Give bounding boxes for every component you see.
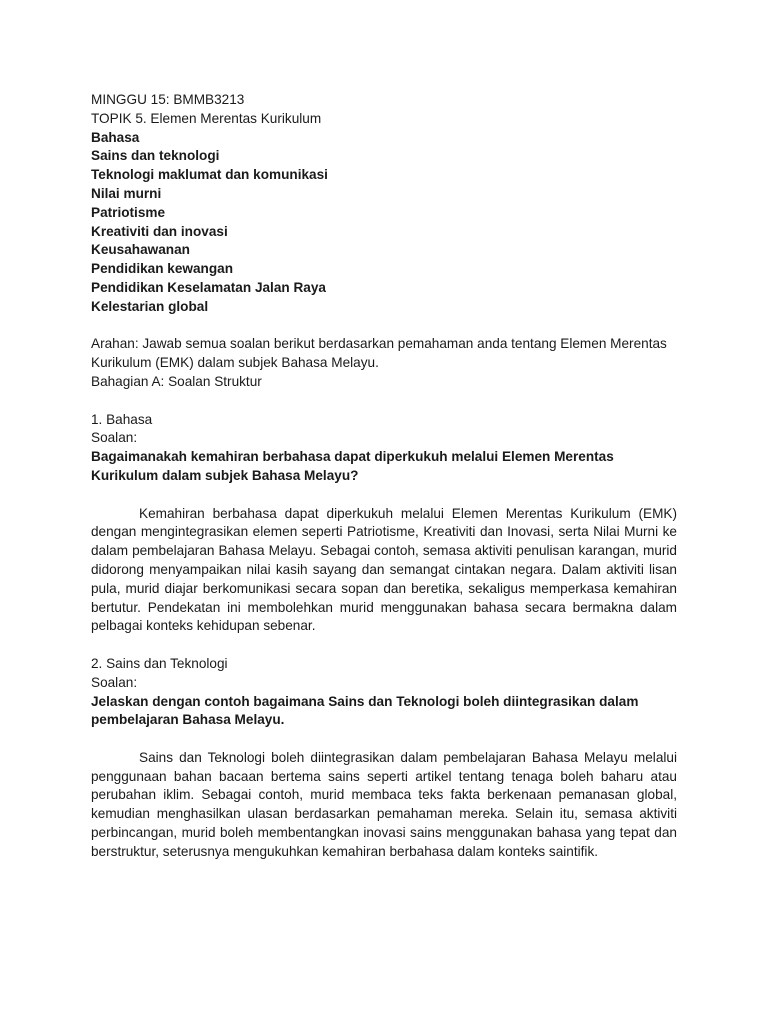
- element-item: Pendidikan Keselamatan Jalan Raya: [91, 279, 326, 295]
- element-item: Patriotisme: [91, 204, 166, 220]
- question-block: [91, 411, 677, 637]
- element-item: Keusahawanan: [91, 242, 190, 258]
- element-list: [91, 129, 677, 317]
- course-week: MINGGU 15: BMMB3213: [91, 92, 245, 107]
- element-item: Sains dan teknologi: [91, 148, 220, 164]
- instructions-line: Arahan: Jawab semua soalan berikut berdasarkan pemahaman anda tentang Elemen Merentas: [91, 336, 667, 352]
- question-label: Soalan:: [91, 674, 138, 690]
- section-heading: Bahagian A: Soalan Struktur: [91, 373, 262, 389]
- question-text: Bagaimanakah kemahiran berbahasa dapat diperkukuh melalui Elemen Merentas: [91, 449, 614, 465]
- question-heading: 1. Bahasa: [91, 411, 153, 427]
- question-label: Soalan:: [91, 430, 138, 446]
- answer-paragraph: Kemahiran berbahasa dapat diperkukuh melalui Elemen Merentas Kurikulum (EMK) dengan mengintegrasikan elemen seperti Patriotisme, Kreativiti dan Inovasi, serta Nilai Murni ke dalam pembelajaran Bahasa Melayu. Sebagai contoh, semasa aktiviti penulisan karangan, murid didorong menyampaikan nilai kasih sayang dan semangat cintakan negara. Dalam aktiviti lisan pula, murid diajar berkomunikasi secara sopan dan beretika, sekaligus memperkasa kemahiran bertutur. Pendekatan ini membolehkan murid menggunakan bahasa secara bermakna dalam pelbagai konteks kehidupan sebenar.: [91, 505, 677, 634]
- element-item: Kreativiti dan inovasi: [91, 223, 228, 239]
- element-item: Kelestarian global: [91, 298, 209, 314]
- question-text: pembelajaran Bahasa Melayu.: [91, 712, 285, 728]
- question-block: [91, 655, 677, 862]
- question-heading: 2. Sains dan Teknologi: [91, 655, 228, 671]
- question-text: Jelaskan dengan contoh bagaimana Sains dan Teknologi boleh diintegrasikan dalam: [91, 693, 639, 709]
- question-text: Kurikulum dalam subjek Bahasa Melayu?: [91, 467, 359, 483]
- topic-title: TOPIK 5. Elemen Merentas Kurikulum: [91, 110, 322, 126]
- element-item: Nilai murni: [91, 185, 162, 201]
- instructions-line: Kurikulum (EMK) dalam subjek Bahasa Melayu.: [91, 355, 379, 371]
- element-item: Teknologi maklumat dan komunikasi: [91, 167, 328, 183]
- element-item: Pendidikan kewangan: [91, 261, 234, 277]
- answer-paragraph: Sains dan Teknologi boleh diintegrasikan dalam pembelajaran Bahasa Melayu melalui penggunaan bahan bacaan bertema sains seperti artikel tentang tenaga boleh baharu atau perubahan iklim. Sebagai contoh, murid membaca teks fakta berkenaan pemanasan global, kemudian menghasilkan ulasan berdasarkan pemahaman mereka. Selain itu, semasa aktiviti perbincangan, murid boleh membentangkan inovasi sains menggunakan bahasa yang tepat dan berstruktur, seterusnya mengukuhkan kemahiran berbahasa dalam konteks saintifik.: [91, 749, 677, 859]
- element-item: Bahasa: [91, 129, 140, 145]
